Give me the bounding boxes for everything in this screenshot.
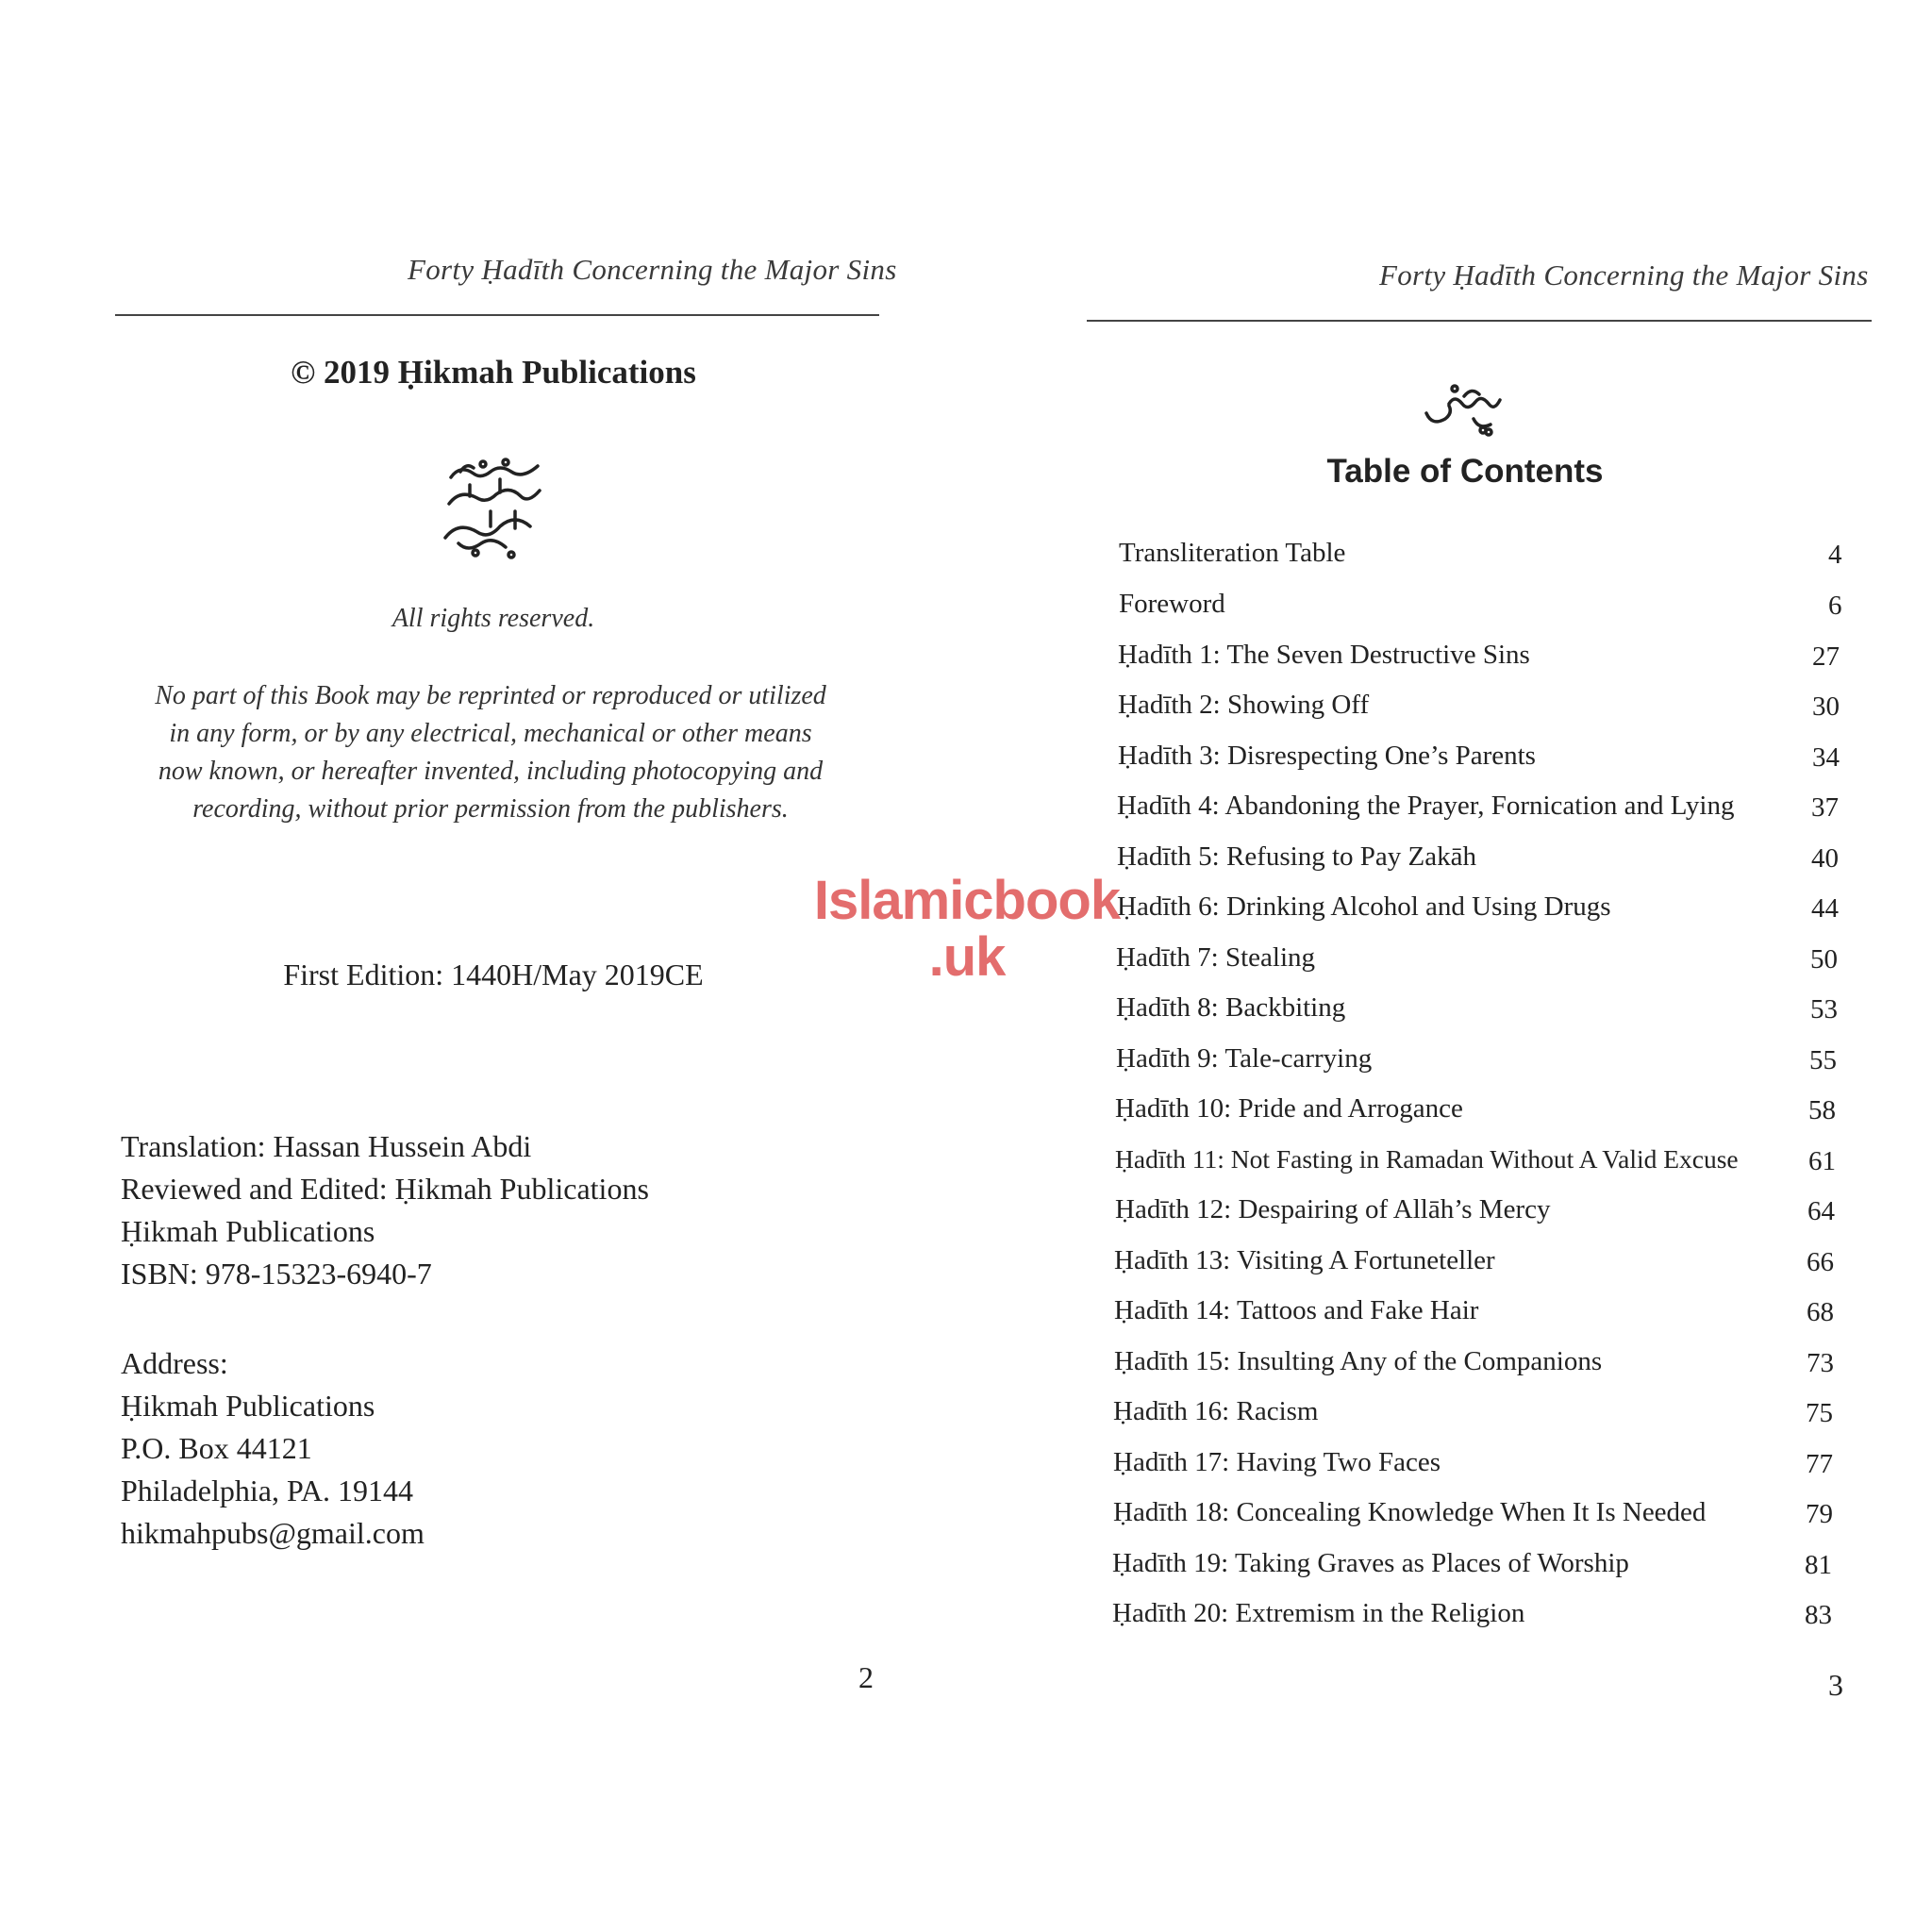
toc-entry-title: Ḥadīth 20: Extremism in the Religion bbox=[1112, 1598, 1525, 1628]
notice-line: in any form, or by any electrical, mechanical or other means bbox=[169, 719, 812, 748]
toc-entry[interactable] bbox=[1118, 640, 1840, 677]
toc-entry[interactable] bbox=[1116, 992, 1838, 1030]
credit-line: Translation: Hassan Hussein Abdi bbox=[121, 1129, 532, 1163]
watermark-line: .uk bbox=[928, 926, 1006, 988]
toc-entry[interactable] bbox=[1116, 1043, 1837, 1081]
address-line: P.O. Box 44121 bbox=[121, 1431, 312, 1465]
toc-entry-page: 50 bbox=[1810, 944, 1838, 974]
toc-entry[interactable] bbox=[1115, 1194, 1835, 1232]
toc-entry-title: Ḥadīth 3: Disrespecting One’s Parents bbox=[1118, 741, 1536, 771]
toc-entry[interactable] bbox=[1113, 1447, 1833, 1485]
toc-entry[interactable] bbox=[1113, 1396, 1833, 1434]
toc-entry[interactable] bbox=[1119, 538, 1842, 575]
toc-entry-page: 40 bbox=[1811, 843, 1839, 874]
address-line: Ḥikmah Publications bbox=[121, 1389, 375, 1423]
address-block bbox=[121, 1342, 425, 1555]
toc-entry[interactable] bbox=[1118, 741, 1840, 778]
toc-entry-page: 83 bbox=[1805, 1600, 1832, 1630]
email-line: hikmahpubs@gmail.com bbox=[121, 1516, 425, 1550]
toc-entry[interactable] bbox=[1117, 891, 1839, 929]
toc-entry[interactable] bbox=[1114, 1346, 1834, 1384]
notice-line: No part of this Book may be reprinted or reproduced or utilized bbox=[155, 681, 826, 710]
toc-entry-page: 6 bbox=[1828, 591, 1842, 621]
running-head-left: Forty Ḥadīth Concerning the Major Sins bbox=[408, 253, 897, 286]
toc-entry[interactable] bbox=[1116, 942, 1838, 980]
arabic-calligraphy-index bbox=[1417, 375, 1511, 441]
credit-line: Reviewed and Edited: Ḥikmah Publications bbox=[121, 1172, 649, 1206]
toc-entry-title: Ḥadīth 5: Refusing to Pay Zakāh bbox=[1117, 841, 1476, 872]
running-head-right: Forty Ḥadīth Concerning the Major Sins bbox=[1379, 258, 1869, 291]
page-number-right: 3 bbox=[1828, 1668, 1843, 1702]
arabic-calligraphy-rights-seal bbox=[432, 451, 555, 564]
header-rule-left bbox=[115, 314, 879, 316]
toc-entry-page: 73 bbox=[1807, 1348, 1834, 1378]
toc-entry-title: Ḥadīth 8: Backbiting bbox=[1116, 992, 1346, 1023]
toc-entry[interactable] bbox=[1112, 1548, 1832, 1586]
toc-entry-title: Transliteration Table bbox=[1119, 538, 1346, 568]
toc-entry-title: Ḥadīth 6: Drinking Alcohol and Using Drugs bbox=[1117, 891, 1611, 922]
toc-entry-page: 81 bbox=[1805, 1550, 1832, 1580]
toc-entry-page: 58 bbox=[1808, 1095, 1836, 1125]
toc-entry-title: Ḥadīth 13: Visiting A Fortuneteller bbox=[1114, 1245, 1495, 1275]
toc-entry-title: Ḥadīth 15: Insulting Any of the Companions bbox=[1114, 1346, 1603, 1376]
address-line: Philadelphia, PA. 19144 bbox=[121, 1474, 413, 1507]
toc-entry-title: Foreword bbox=[1119, 589, 1225, 619]
toc-title: Table of Contents bbox=[1326, 453, 1604, 490]
toc-entry-title: Ḥadīth 17: Having Two Faces bbox=[1113, 1447, 1441, 1477]
toc-entry-page: 34 bbox=[1812, 742, 1840, 773]
watermark bbox=[797, 870, 1137, 988]
toc-entry[interactable] bbox=[1114, 1295, 1834, 1333]
copyright-notice bbox=[142, 677, 840, 828]
toc-entry[interactable] bbox=[1115, 1144, 1851, 1182]
toc-entry-page: 55 bbox=[1809, 1045, 1837, 1075]
toc-entry-title: Ḥadīth 10: Pride and Arrogance bbox=[1115, 1093, 1463, 1124]
toc-entry[interactable] bbox=[1113, 1497, 1833, 1535]
toc-entry-title: Ḥadīth 7: Stealing bbox=[1116, 942, 1316, 973]
toc-entry[interactable] bbox=[1118, 690, 1840, 727]
header-rule-right bbox=[1087, 320, 1872, 322]
toc-entry-page: 37 bbox=[1811, 792, 1839, 823]
toc-entry-title: Ḥadīth 11: Not Fasting in Ramadan Without A Valid Excuse bbox=[1115, 1144, 1739, 1174]
toc-entry-page: 64 bbox=[1807, 1196, 1835, 1226]
rights-reserved: All rights reserved. bbox=[391, 604, 595, 633]
watermark-line: Islamicbook bbox=[813, 870, 1121, 931]
toc-entry-page: 75 bbox=[1806, 1398, 1833, 1428]
toc-entry-page: 77 bbox=[1806, 1449, 1833, 1479]
toc-entry-title: Ḥadīth 14: Tattoos and Fake Hair bbox=[1114, 1295, 1479, 1325]
toc-entry-page: 66 bbox=[1807, 1247, 1834, 1277]
toc-entry-page: 53 bbox=[1810, 994, 1838, 1024]
toc-entry-title: Ḥadīth 16: Racism bbox=[1113, 1396, 1319, 1426]
toc-entry[interactable] bbox=[1117, 841, 1839, 879]
edition-line: First Edition: 1440H/May 2019CE bbox=[283, 958, 704, 991]
copyright-line: © 2019 Ḥikmah Publications bbox=[291, 354, 696, 391]
toc-entry-page: 30 bbox=[1812, 691, 1840, 722]
toc-entry-title: Ḥadīth 19: Taking Graves as Places of Worship bbox=[1112, 1548, 1629, 1578]
address-line: Address: bbox=[121, 1346, 228, 1380]
toc-entry[interactable] bbox=[1117, 791, 1839, 828]
toc-entry-title: Ḥadīth 2: Showing Off bbox=[1118, 690, 1370, 720]
credit-line: Ḥikmah Publications bbox=[121, 1214, 375, 1248]
toc-entry-page: 4 bbox=[1828, 540, 1842, 570]
notice-line: recording, without prior permission from the publishers. bbox=[192, 794, 789, 824]
toc-entry-title: Ḥadīth 18: Concealing Knowledge When It Is Needed bbox=[1113, 1497, 1707, 1527]
toc-entry-title: Ḥadīth 12: Despairing of Allāh’s Mercy bbox=[1115, 1194, 1551, 1224]
toc-entry[interactable] bbox=[1112, 1598, 1832, 1636]
toc-entry-title: Ḥadīth 4: Abandoning the Prayer, Fornication and Lying bbox=[1117, 791, 1735, 821]
toc-entry-page: 79 bbox=[1806, 1499, 1833, 1529]
credit-line: ISBN: 978-15323-6940-7 bbox=[121, 1257, 432, 1291]
toc-entry[interactable] bbox=[1119, 589, 1842, 626]
toc-entry-title: Ḥadīth 1: The Seven Destructive Sins bbox=[1118, 640, 1530, 670]
toc-entry-title: Ḥadīth 9: Tale-carrying bbox=[1116, 1043, 1373, 1074]
toc-entry-page: 44 bbox=[1811, 893, 1839, 924]
toc-entry[interactable] bbox=[1114, 1245, 1834, 1283]
page-number-left: 2 bbox=[858, 1660, 874, 1694]
toc-entry-page: 27 bbox=[1812, 641, 1840, 672]
credits-block bbox=[121, 1125, 649, 1295]
toc-entry-page: 68 bbox=[1807, 1297, 1834, 1327]
toc-entry-page: 61 bbox=[1808, 1146, 1836, 1176]
toc-entry[interactable] bbox=[1115, 1093, 1836, 1131]
notice-line: now known, or hereafter invented, including photocopying and bbox=[158, 757, 824, 786]
